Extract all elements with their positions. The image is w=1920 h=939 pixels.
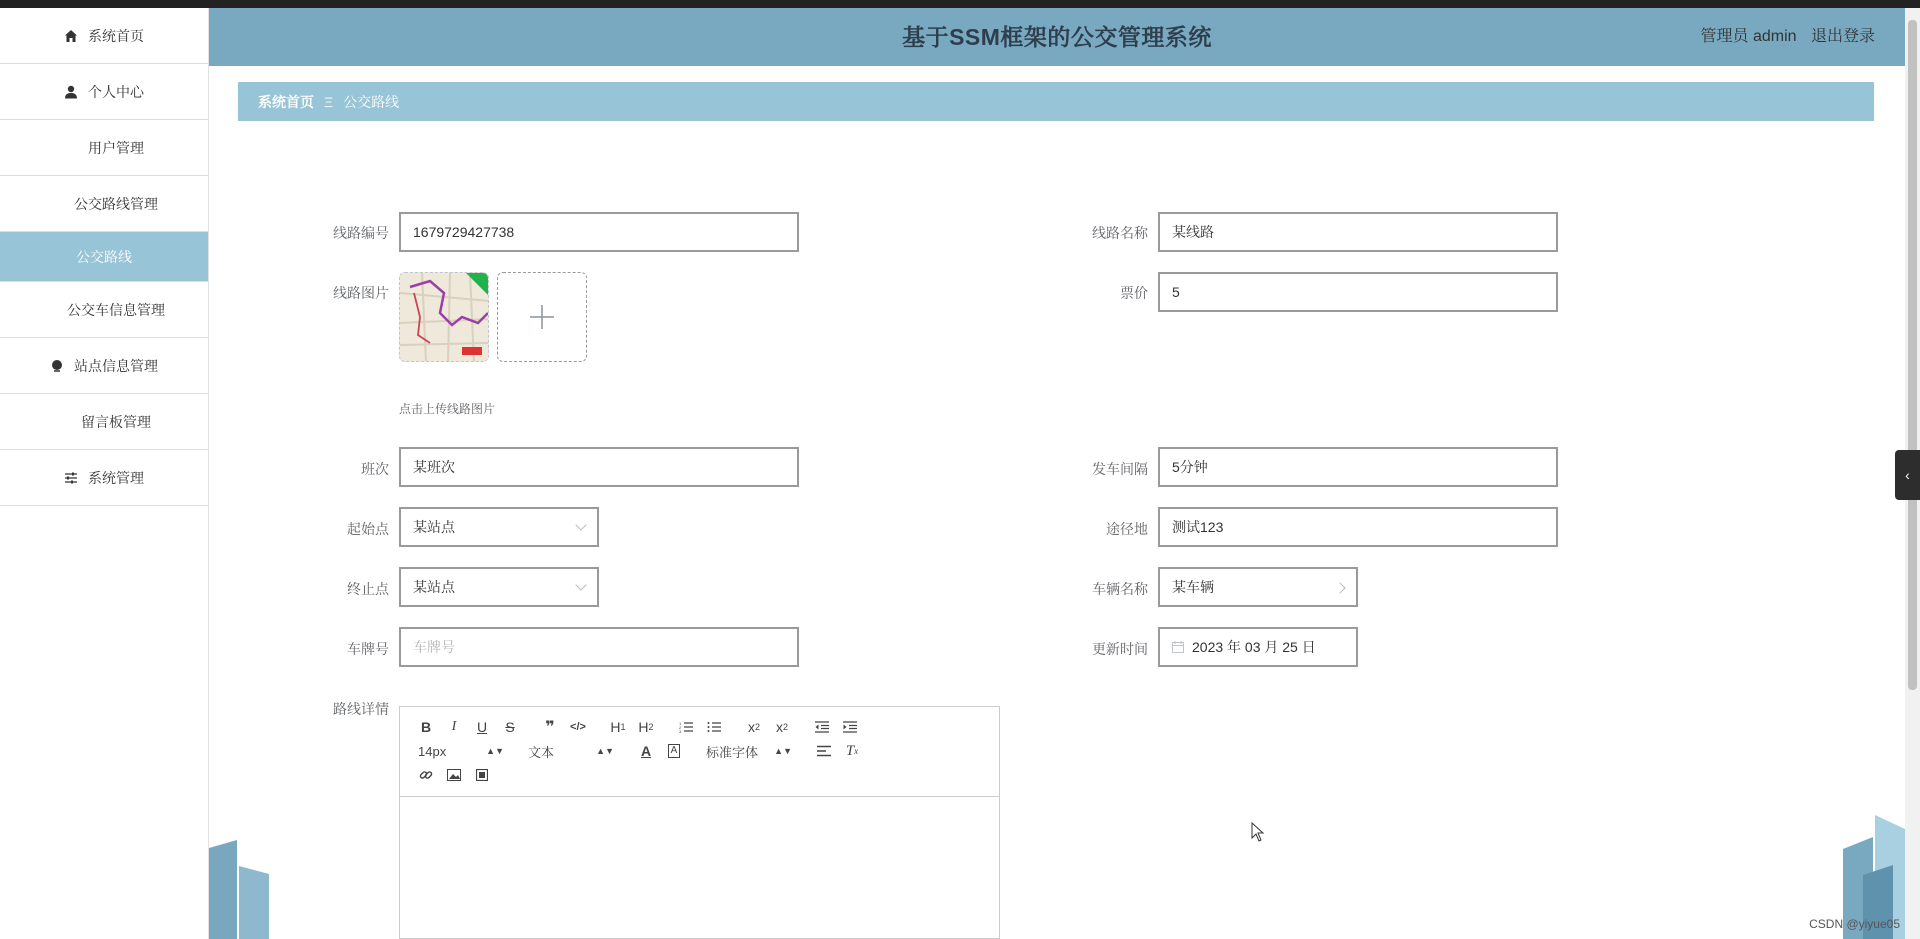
grid-icon xyxy=(50,197,64,211)
fare-input[interactable]: 5 xyxy=(1158,272,1558,312)
breadcrumb-current: 公交路线 xyxy=(343,93,400,110)
font-size-select[interactable] xyxy=(412,739,510,763)
sidebar-item-stations[interactable] xyxy=(0,338,208,394)
sidebar-item-label: 公交车信息管理 xyxy=(67,301,165,318)
italic-icon[interactable]: I xyxy=(451,719,457,734)
vehicle-select-value: 某车辆 xyxy=(1172,579,1214,595)
chevron-down-icon xyxy=(575,579,586,590)
window-top-strip xyxy=(0,0,1920,8)
updown-icon: ▲▼ xyxy=(774,746,792,756)
shift-input[interactable]: 某班次 xyxy=(399,447,799,487)
bullet-list-icon[interactable] xyxy=(700,715,728,739)
via-input[interactable]: 测试123 xyxy=(1158,507,1558,547)
logout-link[interactable]: 退出登录 xyxy=(1810,28,1875,45)
start-select-value: 某站点 xyxy=(413,519,455,535)
sidebar-item-label: 公交路线管理 xyxy=(74,195,158,212)
sidebar-item-system[interactable] xyxy=(0,450,208,506)
plate-label: 车牌号 xyxy=(347,641,389,657)
link-icon[interactable] xyxy=(412,763,440,787)
watermark: CSDN @yiyue05 xyxy=(1809,917,1900,931)
top-header xyxy=(209,8,1905,66)
vehicle-label: 车辆名称 xyxy=(1092,581,1148,597)
current-user: 管理员 admin xyxy=(1700,28,1797,45)
breadcrumb xyxy=(238,82,1874,121)
shift-label: 班次 xyxy=(361,461,389,477)
sidebar-item-label: 系统首页 xyxy=(88,27,144,44)
end-label: 终止点 xyxy=(347,581,389,597)
vehicle-select[interactable] xyxy=(1158,567,1358,607)
background-color-icon[interactable]: A xyxy=(660,739,688,763)
route-image-label: 线路图片 xyxy=(333,285,389,301)
route-no-label: 线路编号 xyxy=(333,225,389,241)
grid-icon xyxy=(64,141,78,155)
sidebar-item-label: 公交路线 xyxy=(76,248,132,265)
outdent-icon[interactable] xyxy=(808,715,836,739)
header-user-area xyxy=(1691,8,1876,66)
grid-icon xyxy=(57,415,71,429)
strike-icon[interactable]: S xyxy=(505,719,515,735)
route-name-input[interactable]: 某线路 xyxy=(1158,212,1558,252)
plus-icon xyxy=(528,303,556,331)
start-label: 起始点 xyxy=(347,521,389,537)
sidebar-item-route-management[interactable] xyxy=(0,176,208,232)
details-label: 路线详情 xyxy=(333,701,389,717)
subscript-icon[interactable]: x 2 xyxy=(747,719,760,735)
font-family-select[interactable] xyxy=(700,739,798,763)
block-type-value: 文本 xyxy=(528,744,555,760)
header-2-icon[interactable]: H 2 xyxy=(638,719,654,735)
breadcrumb-home[interactable]: 系统首页 xyxy=(258,93,314,110)
chevron-down-icon xyxy=(575,519,586,530)
interval-input[interactable]: 5分钟 xyxy=(1158,447,1558,487)
via-label: 途径地 xyxy=(1106,521,1148,537)
upload-tip: 点击上传线路图片 xyxy=(399,402,496,416)
underline-icon[interactable]: U xyxy=(476,719,488,735)
collapse-panel-tab[interactable] xyxy=(1895,450,1920,500)
route-no-input[interactable]: 1679729427738 xyxy=(399,212,799,252)
end-select[interactable] xyxy=(399,567,599,607)
route-image-thumbnail[interactable] xyxy=(399,272,489,362)
font-family-value: 标准字体 xyxy=(706,744,759,760)
block-type-select[interactable] xyxy=(522,739,620,763)
editor-toolbar xyxy=(400,707,999,797)
sidebar-item-home[interactable] xyxy=(0,8,208,64)
code-block-icon[interactable]: </> xyxy=(570,721,586,733)
user-icon xyxy=(64,85,78,99)
mouse-cursor-icon xyxy=(1251,822,1265,842)
header-1-icon[interactable]: H 1 xyxy=(610,719,626,735)
updown-icon: ▲▼ xyxy=(486,746,504,756)
route-name-label: 线路名称 xyxy=(1092,225,1148,241)
update-time-label: 更新时间 xyxy=(1092,641,1148,657)
svg-text:2: 2 xyxy=(679,725,682,730)
sidebar-item-label: 个人中心 xyxy=(88,83,144,100)
fare-label: 票价 xyxy=(1120,285,1148,301)
indent-icon[interactable] xyxy=(836,715,864,739)
route-map-image xyxy=(400,273,489,362)
svg-text:3: 3 xyxy=(679,729,682,733)
end-select-value: 某站点 xyxy=(413,579,455,595)
grid-icon xyxy=(43,303,57,317)
interval-label: 发车间隔 xyxy=(1092,461,1148,477)
align-icon[interactable] xyxy=(810,739,838,763)
blockquote-icon[interactable]: ❞ xyxy=(545,719,555,736)
sliders-icon xyxy=(64,471,78,485)
font-color-icon[interactable]: A xyxy=(640,743,652,759)
plate-input[interactable]: 车牌号 xyxy=(399,627,799,667)
rich-text-editor xyxy=(399,706,1000,939)
pin-icon xyxy=(50,359,64,373)
update-time-value: 2023 年 03 月 25 日 xyxy=(1192,639,1316,655)
clear-format-icon[interactable]: T x xyxy=(845,742,859,759)
sidebar-item-bus-info[interactable] xyxy=(0,282,208,338)
update-time-picker[interactable] xyxy=(1158,627,1358,667)
ordered-list-icon[interactable] xyxy=(672,715,700,739)
sidebar xyxy=(0,8,209,939)
decorative-buildings-left xyxy=(209,840,269,939)
updown-icon: ▲▼ xyxy=(596,746,614,756)
svg-text:1: 1 xyxy=(679,721,682,726)
superscript-icon[interactable]: x 2 xyxy=(775,719,788,735)
video-icon[interactable] xyxy=(468,763,496,787)
sidebar-item-bus-route[interactable] xyxy=(0,232,208,282)
bold-icon[interactable]: B xyxy=(420,719,432,735)
image-icon[interactable] xyxy=(440,763,468,787)
sidebar-item-label: 站点信息管理 xyxy=(74,357,158,374)
breadcrumb-separator: Ξ xyxy=(324,93,334,110)
chevron-left-icon: ‹ xyxy=(1905,467,1910,483)
home-icon xyxy=(64,29,78,43)
editor-content-area[interactable] xyxy=(400,797,999,937)
chevron-right-icon xyxy=(1334,582,1345,593)
calendar-icon xyxy=(1172,641,1184,653)
start-select[interactable] xyxy=(399,507,599,547)
sidebar-item-label: 留言板管理 xyxy=(81,413,151,430)
font-size-value: 14px xyxy=(418,743,447,759)
scrollbar-thumb[interactable] xyxy=(1908,20,1917,690)
sidebar-item-label: 系统管理 xyxy=(88,469,144,486)
upload-button[interactable] xyxy=(497,272,587,362)
sidebar-item-users[interactable] xyxy=(0,120,208,176)
sidebar-item-profile[interactable] xyxy=(0,64,208,120)
sidebar-item-message-board[interactable] xyxy=(0,394,208,450)
sidebar-item-label: 用户管理 xyxy=(88,139,144,156)
app-title: 基于SSM框架的公交管理系统 xyxy=(902,24,1212,50)
